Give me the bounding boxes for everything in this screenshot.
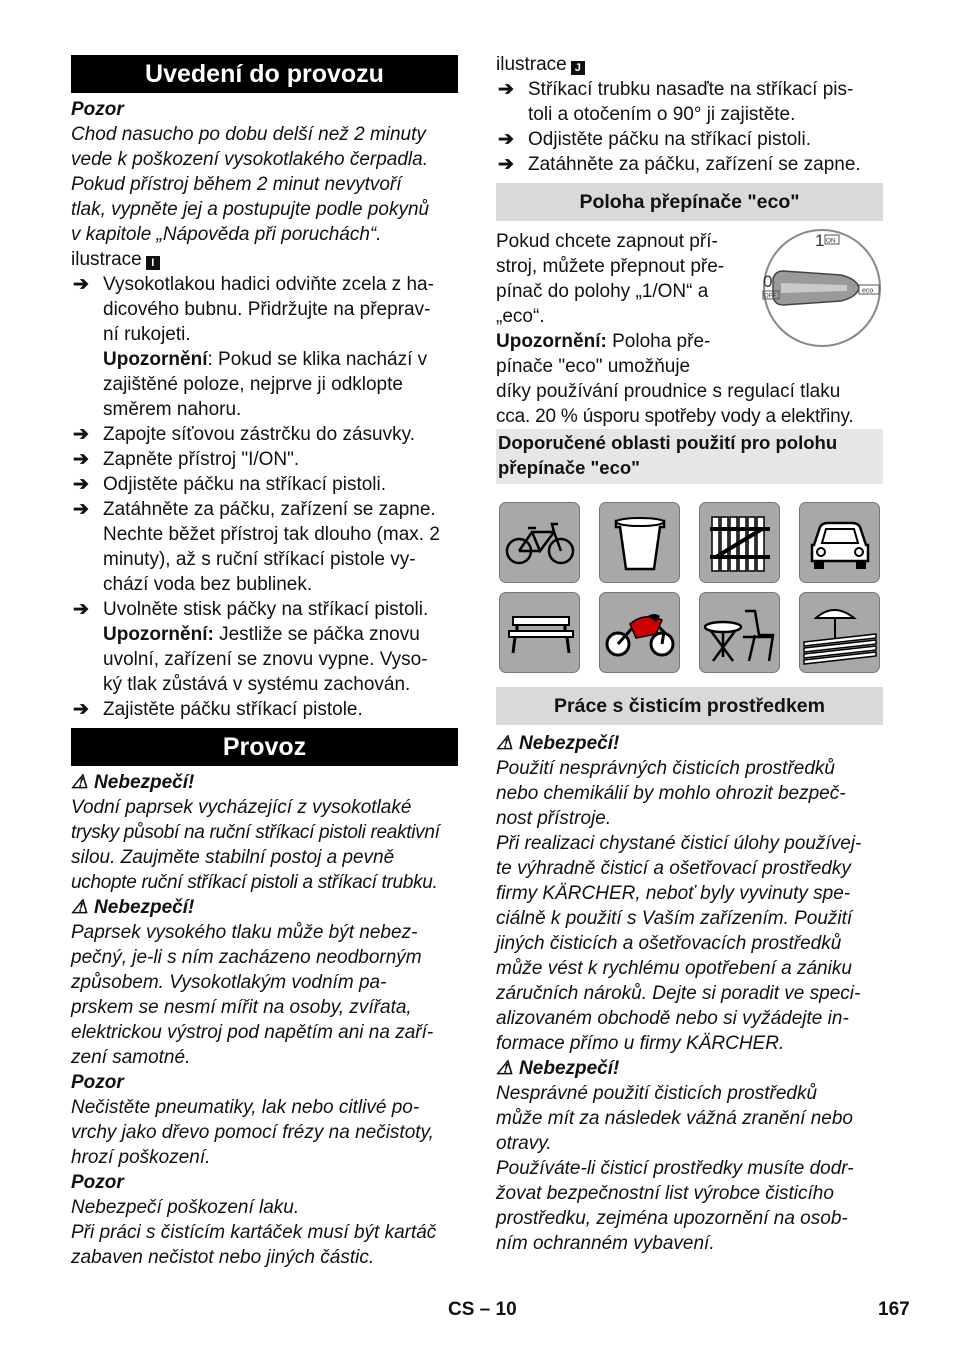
svg-text:OFF: OFF	[764, 293, 776, 300]
ilustrace-ref-i: ilustrace I	[71, 247, 458, 272]
heading-provoz: Provoz	[71, 728, 458, 766]
pozor-text-3: Nebezpečí poškození laku. Při práci s čistícím kartáček musí být kartáč zabaven nečistot nebo jiných částic.	[71, 1197, 437, 1268]
danger-label-r1: ⚠ Nebezpečí!	[496, 733, 620, 754]
bench-icon	[499, 592, 580, 673]
warning-icon: ⚠	[496, 1058, 514, 1079]
warning-icon: ⚠	[496, 733, 514, 754]
danger-text-r1: Použití nesprávných čisticích prostředků nebo chemikálií by mohlo ohrozit bezpeč- nost přístroje. Při realizaci chystané čisticí úlohy používej- te výhradně čisticí a ošetřovací prostředky firmy KÄRCHER, neboť byly vyvinuty spe- ciálně k použití s Vaším zařízením. Použití jiných čisticích a ošetřovacích prostředků může vést k rychlému opotřebení a zániku záručních nároků. Dejte si poradit ve speci- alizovaném obchodě nebo si vyžádejte in- formace přímo u firmy KÄRCHER.	[496, 758, 862, 1054]
step-plug: ➔ Zapojte síťovou zástrčku do zásuvky.	[73, 424, 415, 445]
step-unlock-lever-r: ➔ Odjistěte páčku na stříkací pistoli.	[498, 129, 812, 150]
pozor-label-1: Pozor	[71, 99, 124, 120]
step-pull-lever-r: ➔ Zatáhněte za páčku, zařízení se zapne.	[498, 154, 861, 175]
warning-icon: ⚠	[71, 772, 89, 793]
svg-text:ON: ON	[826, 237, 836, 245]
page-number: 167	[878, 1299, 910, 1320]
heading-eco: Poloha přepínače "eco"	[496, 183, 883, 221]
arrow-icon: ➔	[73, 424, 89, 445]
arrow-icon: ➔	[73, 449, 89, 470]
bicycle-icon	[499, 502, 580, 583]
heading-uvedeni: Uvedení do provozu	[71, 55, 458, 93]
heading-cleaning: Práce s čisticím prostředkem	[496, 687, 883, 725]
pozor-text-1: Chod nasucho po dobu delší než 2 minuty vede k poškození vysokotlakého čerpadla. Pokud přístroj během 2 minut nevytvoří tlak, vypněte jej a postupujte podle pokynů v kapitole „Nápověda při poruchách“.	[71, 124, 430, 245]
footer-section: CS – 10	[448, 1299, 517, 1320]
danger-text-r2: Nesprávné použití čisticích prostředků může mít za následek vážná zranění nebo otravy. Používáte-li čisticí prostředky musíte dodr- žovat bezpečnostní list výrobce čisticího prostředku, zejména upozornění na osob- ním ochranném vybavení.	[496, 1083, 854, 1254]
danger-text-2: Paprsek vysokého tlaku může být nebez- pečný, je-li s ním zacházeno neodborným způsobem. Vysokotlakým vodním pa- prskem se nesmí mířit na osoby, zvířata, elektrickou výstroj pod napětím ani na zaří- zení samotné.	[71, 922, 434, 1068]
svg-text:eco: eco	[862, 287, 874, 295]
step-unlock-lever: ➔ Odjistěte páčku na stříkací pistoli.	[73, 474, 387, 495]
step-switch-on: ➔ Zapněte přístroj "I/ON".	[73, 449, 300, 470]
pozor-text-2: Nečistěte pneumatiky, lak nebo citlivé po- vrchy jako dřevo pomocí frézy na nečistoty, hrozí poškození.	[71, 1097, 434, 1168]
garden-furniture-icon	[699, 592, 780, 673]
left-column	[71, 55, 458, 1270]
figure-ref-icon: J	[571, 61, 585, 75]
arrow-icon: ➔	[73, 499, 89, 520]
motorcycle-icon	[599, 592, 680, 673]
svg-text:0: 0	[763, 272, 773, 291]
heading-eco-areas: Doporučené oblasti použití pro polohu přepínače "eco"	[496, 429, 883, 484]
arrow-icon: ➔	[498, 129, 514, 150]
ilustrace-ref-j: ilustrace J	[496, 52, 883, 77]
eco-section	[496, 229, 883, 429]
eco-usage-icons	[499, 502, 883, 673]
svg-text:1: 1	[815, 231, 825, 250]
terrace-umbrella-icon	[799, 592, 880, 673]
arrow-icon: ➔	[498, 79, 514, 100]
step-attach-lance: ➔ Stříkací trubku nasaďte na stříkací pis- toli a otočením o 90° ji zajistěte.	[498, 79, 854, 125]
figure-ref-icon: I	[146, 256, 160, 270]
arrow-icon: ➔	[73, 274, 89, 295]
flower-pot-icon	[599, 502, 680, 583]
arrow-icon: ➔	[73, 599, 89, 620]
arrow-icon: ➔	[73, 474, 89, 495]
arrow-icon: ➔	[498, 154, 514, 175]
step-pull-lever: ➔ Zatáhněte za páčku, zařízení se zapne. Nechte běžet přístroj tak dlouho (max. 2 minuty), až s ruční stříkací pistole vy- chází voda bez bublinek.	[73, 499, 440, 595]
step-hose: ➔ Vysokotlakou hadici odviňte zcela z ha- dicového bubnu. Přidržujte na přeprav- ní rukojeti. Upozornění: Pokud se klika nachází v zajištěné poloze, nejprve ji odklopte směrem nahoru.	[73, 274, 434, 420]
eco-dial-icon	[761, 227, 883, 349]
danger-label-r2: ⚠ Nebezpečí!	[496, 1058, 620, 1079]
step-release-lever: ➔ Uvolněte stisk páčky na stříkací pistoli. Upozornění: Jestliže se páčka znovu uvolní, zařízení se znovu vypne. Vyso- ký tlak zůstává v systému zachován.	[73, 599, 429, 695]
eco-text: Pokud chcete zapnout pří- stroj, můžete přepnout pře- pínač do polohy „1/ON“ a „eco“. Upozornění: Poloha pře- pínače "eco" umožňuje díky používání proudnice s regulací tlaku cca. 20 % úsporu spotřeby vody a elektřiny.	[496, 231, 854, 427]
danger-label-1: ⚠ Nebezpečí!	[71, 772, 195, 793]
pozor-label-2: Pozor	[71, 1072, 124, 1093]
warning-icon: ⚠	[71, 897, 89, 918]
car-icon	[799, 502, 880, 583]
arrow-icon: ➔	[73, 699, 89, 720]
danger-text-1: Vodní paprsek vycházející z vysokotlaké trysky působí na ruční stříkací pistoli reaktivní silou. Zaujměte stabilní postoj a pevně uchopte ruční stříkací pistoli a stříkací trubku.	[71, 797, 440, 893]
danger-label-2: ⚠ Nebezpečí!	[71, 897, 195, 918]
right-column	[496, 52, 883, 1256]
step-lock-lever: ➔ Zajistěte páčku stříkací pistole.	[73, 699, 363, 720]
fence-icon	[699, 502, 780, 583]
pozor-label-3: Pozor	[71, 1172, 124, 1193]
